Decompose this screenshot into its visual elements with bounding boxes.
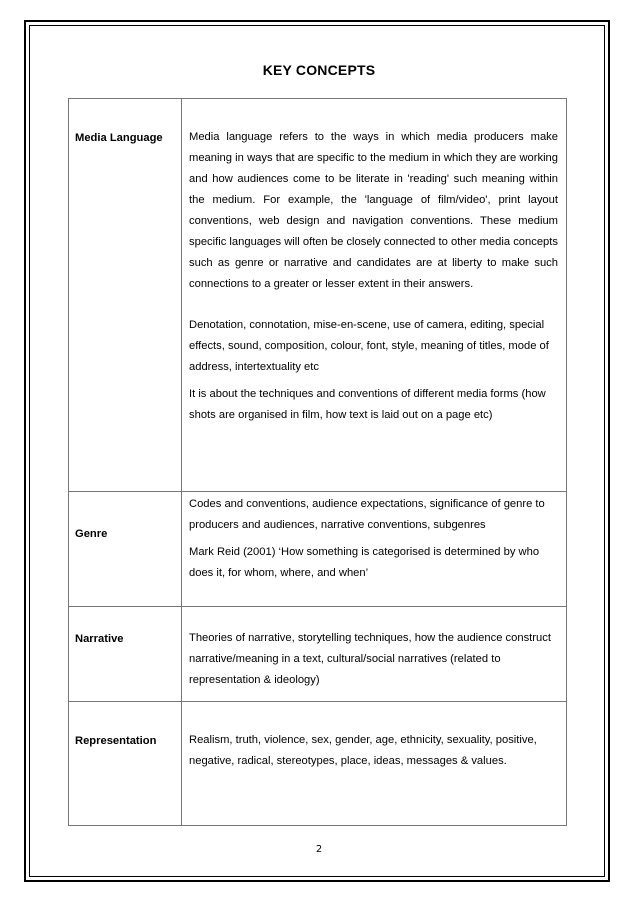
concept-description-representation	[182, 702, 567, 826]
concept-label-genre: Genre	[69, 492, 182, 607]
media-language-definition: Media language refers to the ways in which media producers make meaning in ways that are specific to the medium in which they are working and how audiences come to be literate in 'reading' such meaning within the medium. For example, the 'language of film/video', print layout conventions, web design and navigation conventions. These medium specific languages will often be closely connected to other media concepts such as genre or narrative and candidates are at liberty to make such connections to a greater or lesser extent in their answers.	[189, 131, 558, 290]
concept-description-media-language	[182, 99, 567, 492]
page-number: 2	[315, 844, 323, 855]
page-title: KEY CONCEPTS	[262, 62, 376, 78]
genre-terms: Codes and conventions, audience expectations, significance of genre to producers and audiences, narrative conventions, subgenres	[189, 498, 545, 531]
genre-quote: Mark Reid (2001) ‘How something is categorised is determined by who does it, for whom, where, and when’	[189, 546, 540, 579]
key-concepts-table	[68, 98, 567, 826]
concept-description-genre	[182, 492, 567, 607]
table-row-media-language	[69, 99, 567, 492]
table-row-representation	[69, 702, 567, 826]
media-language-terms: Denotation, connotation, mise-en-scene, use of camera, editing, special effects, sound, composition, colour, font, style, meaning of titles, mode of address, intertextuality etc	[189, 319, 549, 373]
representation-terms: Realism, truth, violence, sex, gender, age, ethnicity, sexuality, positive, negative, radical, stereotypes, place, ideas, messages & values.	[189, 734, 537, 767]
table-row-narrative	[69, 607, 567, 702]
concept-description-narrative	[182, 607, 567, 702]
narrative-terms: Theories of narrative, storytelling techniques, how the audience construct narrative/meaning in a text, cultural/social narratives (related to representation & ideology)	[189, 632, 551, 686]
table-row-genre	[69, 492, 567, 607]
concept-label-representation: Representation	[69, 702, 182, 826]
concept-label-media-language: Media Language	[69, 99, 182, 492]
concept-label-narrative: Narrative	[69, 607, 182, 702]
media-language-summary: It is about the techniques and conventions of different media forms (how shots are organised in film, how text is laid out on a page etc)	[189, 388, 546, 421]
